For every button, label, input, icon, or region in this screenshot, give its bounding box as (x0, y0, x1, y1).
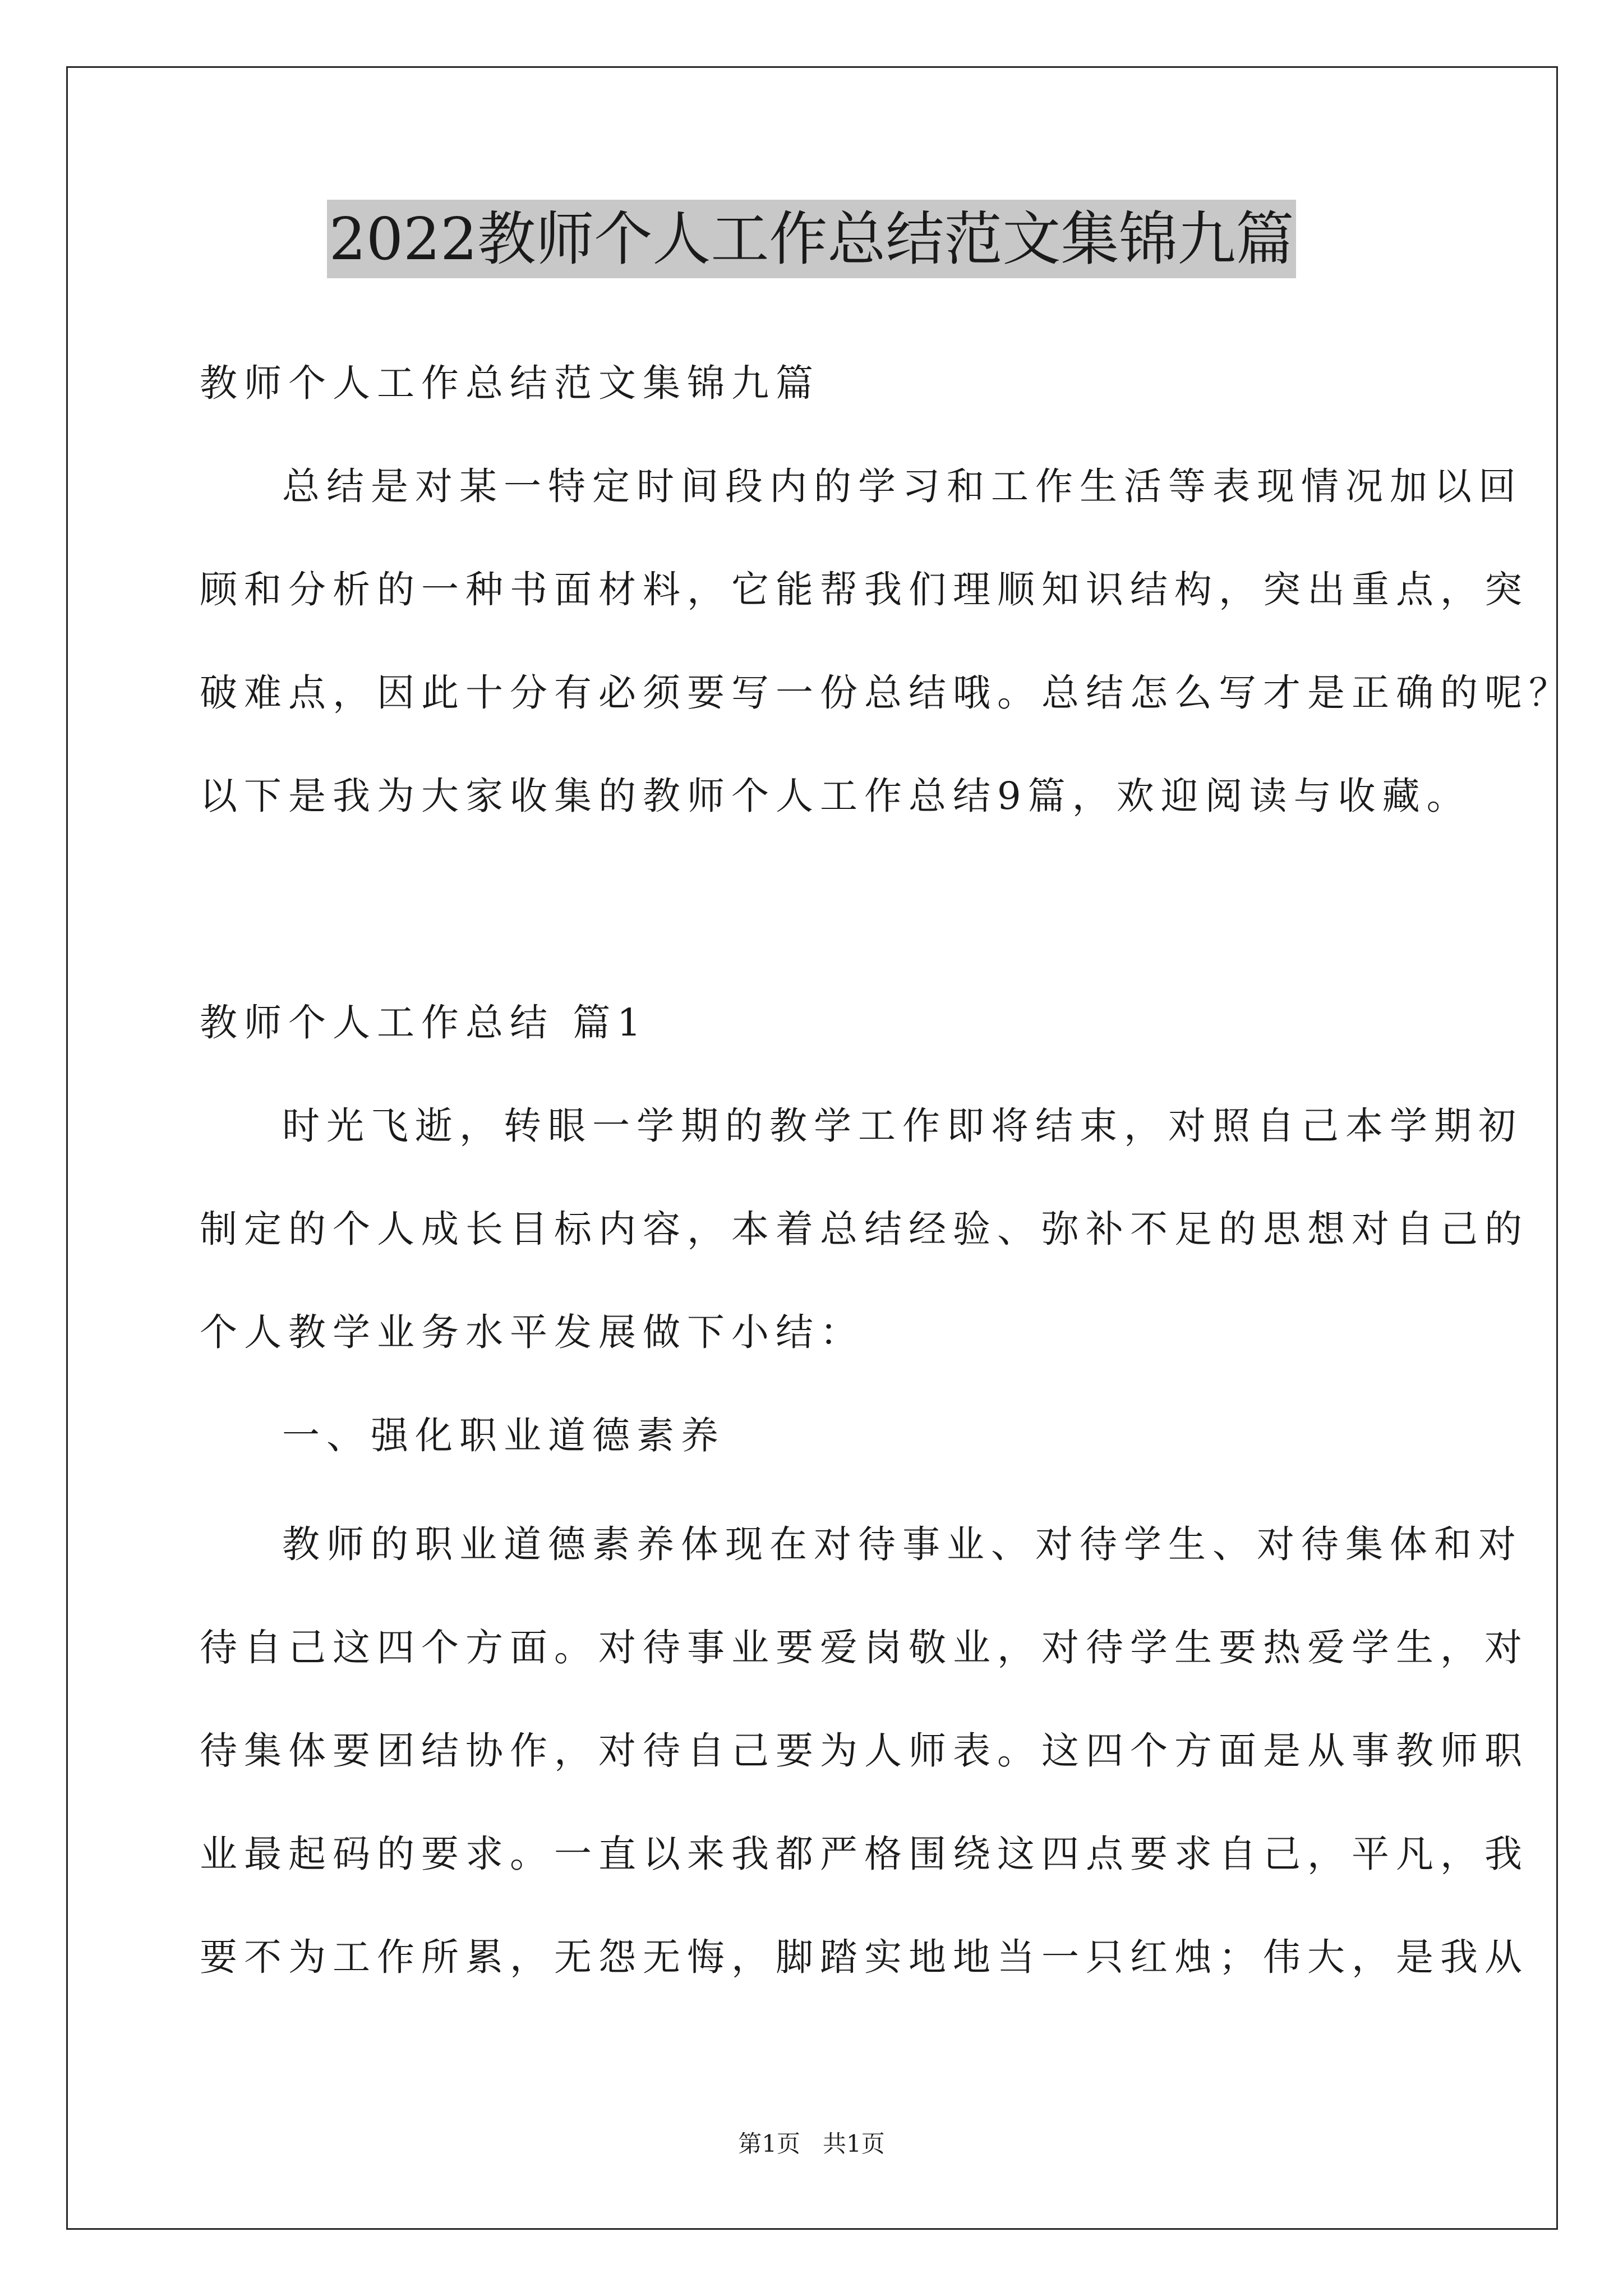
section-heading: 教师个人工作总结 篇1 (200, 1001, 648, 1045)
paragraph-line: 待集体要团结协作，对待自己要为人师表。这四个方面是从事教师职 (200, 1729, 1529, 1773)
paragraph-line: 以下是我为大家收集的教师个人工作总结9篇，欢迎阅读与收藏。 (200, 774, 1471, 818)
document-title-container (0, 200, 1623, 278)
paragraph-line: 待自己这四个方面。对待事业要爱岗敬业，对待学生要热爱学生，对 (200, 1626, 1529, 1669)
paragraph-line: 顾和分析的一种书面材料，它能帮我们理顺知识结构，突出重点，突 (200, 568, 1529, 611)
paragraph-line: 总结是对某一特定时间段内的学习和工作生活等表现情况加以回 (282, 464, 1523, 508)
paragraph-line: 破难点，因此十分有必须要写一份总结哦。总结怎么写才是正确的呢？ (200, 671, 1573, 715)
paragraph-line: 制定的个人成长目标内容，本着总结经验、弥补不足的思想对自己的 (200, 1207, 1529, 1251)
page-footer: 第1页 共1页 (738, 2130, 885, 2157)
paragraph-line: 时光飞逝，转眼一学期的教学工作即将结束，对照自己本学期初 (282, 1104, 1523, 1148)
document-title: 2022教师个人工作总结范文集锦九篇 (327, 200, 1297, 278)
subsection-heading: 一、强化职业道德素养 (282, 1414, 725, 1457)
paragraph-line: 业最起码的要求。一直以来我都严格围绕这四点要求自己，平凡，我 (200, 1832, 1529, 1876)
paragraph-line: 个人教学业务水平发展做下小结： (200, 1310, 864, 1354)
paragraph-line: 要不为工作所累，无怨无悔，脚踏实地地当一只红烛；伟大，是我从 (200, 1935, 1529, 1979)
paragraph-line: 教师的职业道德素养体现在对待事业、对待学生、对待集体和对 (282, 1522, 1523, 1566)
subtitle-line: 教师个人工作总结范文集锦九篇 (200, 361, 820, 405)
